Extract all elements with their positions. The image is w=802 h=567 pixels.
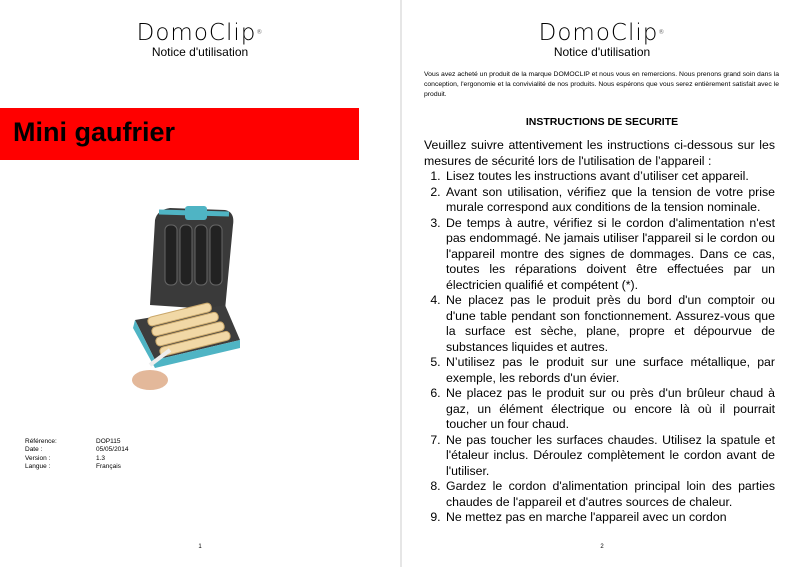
meta-label: Référence: — [25, 438, 57, 445]
document-meta — [25, 438, 129, 470]
meta-value: 05/05/2014 — [96, 445, 129, 453]
page-1 — [0, 0, 400, 567]
brand-logo: DomoClip® — [136, 20, 264, 46]
list-item: 3. De temps à autre, vérifiez si le cordon d'alimentation n'est pas endommagé. Ne jamais utiliser l'appareil si le cordon ou l'appareil montre des signes de dommages. Dans ce cas, toutes les réparations doivent être effectuées par un électricien qualifié et compétent (*). — [444, 216, 775, 294]
page-number: 1 — [198, 544, 202, 550]
waffle-maker-photo — [125, 200, 275, 400]
meta-value: DOP115 — [96, 438, 121, 445]
page-number: 2 — [600, 544, 604, 550]
meta-label: Date : — [25, 445, 43, 453]
list-item: 1. Lisez toutes les instructions avant d’utiliser cet appareil. — [444, 169, 775, 185]
meta-value: 1.3 — [96, 455, 106, 462]
list-item: 6. Ne placez pas le produit sur ou près d'un brûleur chaud à gaz, un élément électrique ou encore là où il pourrait toucher un four chaud. — [444, 386, 775, 433]
meta-label: Langue : — [25, 462, 51, 470]
lead-paragraph: Veuillez suivre attentivement les instructions ci-dessous sur les mesures de sécurité lors de l'utilisation de l’appareil : — [424, 138, 775, 168]
list-item: 9. Ne mettez pas en marche l'appareil avec un cordon — [444, 510, 775, 526]
intro-paragraph: Vous avez acheté un produit de la marque DOMOCLIP et nous vous en remercions. Nous prenons grand soin dans la conception, l'ergonomie et la convivialité de nos produits. Nous espérons que vous serez entièrement satisfait avec le produit. — [424, 71, 779, 98]
page-2 — [402, 0, 802, 567]
header-logo — [0, 21, 400, 59]
list-item: 7. Ne pas toucher les surfaces chaudes. Utilisez la spatule et l'étaleur inclus. Déroulez complètement le cordon avant de l'utiliser. — [444, 433, 775, 480]
list-item: 4. Ne placez pas le produit près du bord d'un comptoir ou d'une table pendant son fonctionnement. Assurez-vous que la surface est sèche, plane, propre et dépourvue de substances liquides et autres. — [444, 293, 775, 355]
list-item: 8. Gardez le cordon d'alimentation principal loin des parties chaudes de l'appareil et d'autres sources de chaleur. — [444, 479, 775, 510]
list-item: 2. Avant son utilisation, vérifiez que la tension de votre prise murale correspond aux conditions de la tension nominale. — [444, 185, 775, 216]
meta-label: Version : — [25, 455, 51, 462]
subtitle: Notice d'utilisation — [553, 45, 651, 59]
subtitle: Notice d'utilisation — [151, 45, 249, 59]
section-title: INSTRUCTIONS DE SECURITE — [525, 116, 679, 128]
list-item: 5. N’utilisez pas le produit sur une surface métallique, par exemple, les rebords d'un évier. — [444, 355, 775, 386]
header-logo — [402, 21, 802, 59]
meta-value: Français — [96, 462, 121, 470]
instructions-list — [424, 169, 775, 526]
title-band — [0, 108, 359, 160]
brand-logo: DomoClip® — [538, 20, 666, 46]
product-title: Mini gaufrier — [13, 117, 176, 147]
safety-instructions — [424, 138, 775, 526]
